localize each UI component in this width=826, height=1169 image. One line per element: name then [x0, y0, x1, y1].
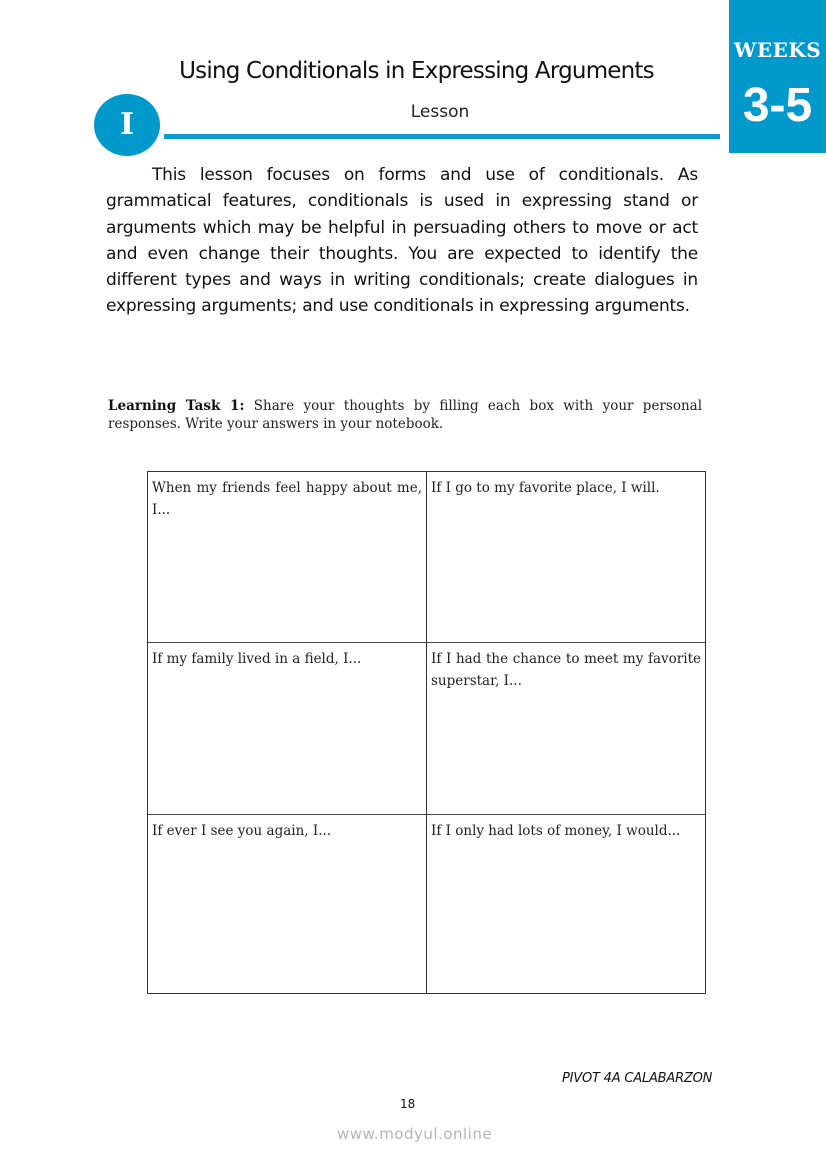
header-divider	[164, 134, 720, 139]
watermark: www.modyul.online	[337, 1125, 493, 1143]
page-number: 18	[400, 1097, 416, 1111]
page-title: Using Conditionals in Expressing Arguments	[179, 58, 654, 84]
weeks-label: WEEKS	[733, 38, 822, 62]
prompt-cell: If I only had lots of money, I would...	[431, 823, 681, 839]
weeks-tab	[729, 0, 826, 153]
prompt-cell: If I go to my favorite place, I will.	[427, 472, 705, 643]
prompt-cell: If I had the chance to meet my favorite superstar, I...	[427, 643, 705, 815]
prompt-cell: If my family lived in a field, I...	[148, 643, 427, 815]
learning-task-text: Share your thoughts by filling each box with your personal responses. Write your answers in your notebook.	[108, 398, 703, 432]
phase-badge: I	[94, 94, 160, 156]
intro-text: This lesson focuses on forms and use of conditionals. As grammatical features, conditionals is used in expressing stand or arguments which may be helpful in persuading others to move or act and even change their thoughts. You are expected to identify the different types and ways in writing conditionals; create dialogues in expressing arguments; and use conditionals in expressing arguments.	[106, 165, 698, 317]
learning-task-label: Learning Task 1:	[108, 398, 245, 414]
intro-paragraph	[106, 162, 698, 320]
prompts-grid	[147, 471, 706, 994]
footer-brand: PIVOT 4A CALABARZON	[562, 1071, 713, 1086]
page-subtitle: Lesson	[410, 102, 470, 122]
learning-task-instructions	[108, 397, 702, 433]
prompt-cell: When my friends feel happy about me, I...	[148, 472, 427, 643]
prompt-cell: If ever I see you again, I...	[148, 815, 427, 993]
weeks-range: 3-5	[742, 79, 813, 132]
